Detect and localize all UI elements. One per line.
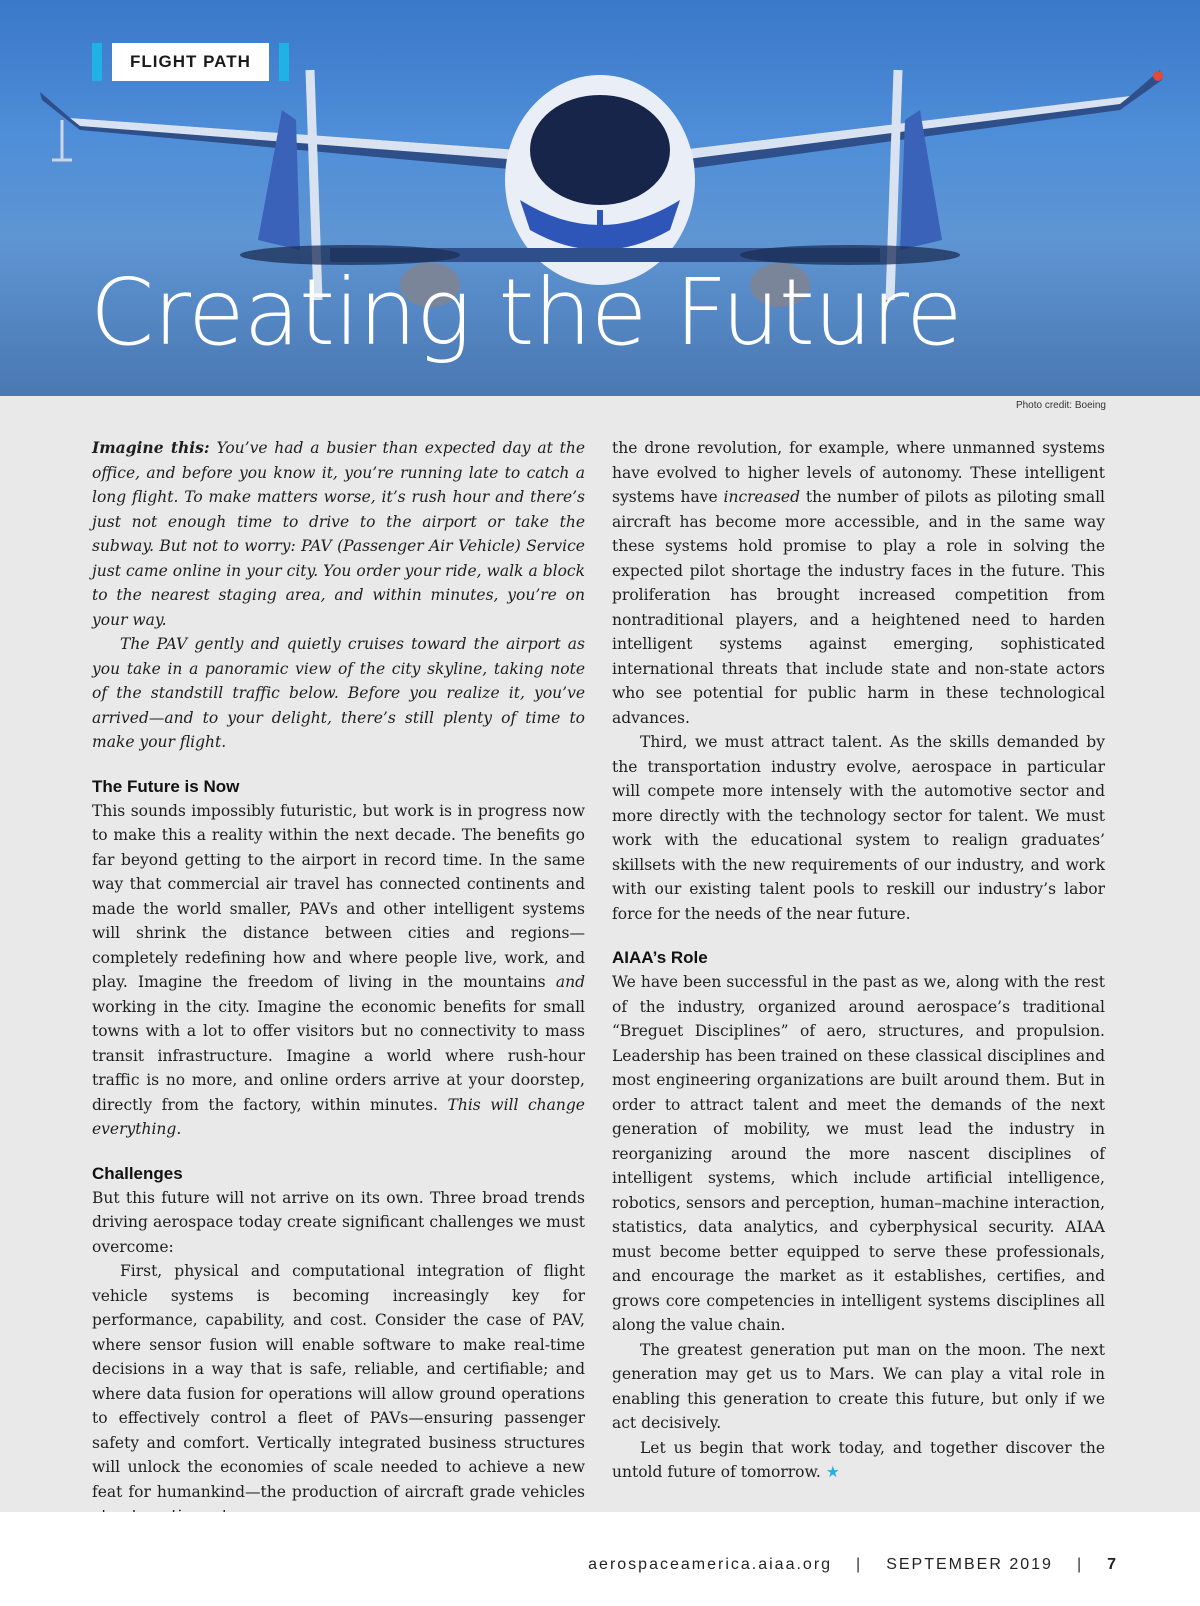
footer-separator-2: | [1076, 1556, 1084, 1573]
future-text-a: This sounds impossibly futuristic, but work is in progress now to make this a reality within the next decade. The benefits go far beyond getting to the airport in record time. In the same way that commercial air travel has connected continents and made the world smaller, PAVs and other intelligent systems will shrink the distance between cities and regions—completely redefining how and where people live, work, and play. Imagine the freedom of living in the mountains [92, 801, 585, 991]
hero-image [0, 0, 1200, 396]
intro-lead: Imagine this: [92, 438, 210, 457]
section-tag [92, 43, 289, 81]
right-text-b: the number of pilots as piloting small aircraft has become more accessible, and in the same way these systems hold promise to play a role in solving the expected pilot shortage the industry faces in the future. This proliferation has brought increased competition from nontraditional players, and a heightened need to harden intelligent systems against emerging, sophisticated international threats that include state and non-state actors who see potential for public harm in these technological advances. [612, 488, 1105, 727]
photo-credit: Photo credit: Boeing [1015, 400, 1106, 411]
right-paragraph-1 [612, 436, 1105, 730]
heading-challenges: Challenges [92, 1163, 183, 1183]
section-tag-label: FLIGHT PATH [112, 43, 269, 81]
column-left [92, 436, 585, 1602]
intro-paragraph-2: The PAV gently and quietly cruises toward the airport as you take in a panoramic view of the city skyline, taking note of the standstill traffic below. Before you realize it, you’ve arrived—and to your delight, there’s still plenty of time to make your flight. [92, 635, 585, 751]
role-text-3: Let us begin that work today, and together discover the untold future of tomorrow. [612, 1438, 1105, 1481]
footer-site-link[interactable]: aerospaceamerica.aiaa.org [588, 1556, 833, 1573]
tag-bar-left [92, 43, 102, 81]
future-italic-end: This will change everything. [92, 1095, 585, 1138]
future-paragraph [92, 799, 585, 1142]
footer-date: SEPTEMBER 2019 [886, 1556, 1053, 1573]
intro-paragraph [92, 436, 585, 632]
role-paragraph-1: We have been successful in the past as we, along with the rest of the industry, organized around aerospace’s traditional “Breguet Disciplines” of aero, structures, and propulsion. Leadership has been trained on these classical disciplines and most engineering organizations are built around them. But in order to attract talent and meet the demands of the next generation of mobility, we must lead the industry in reorganizing around the more nascent disciplines of intelligent systems, which include artificial intelligence, robotics, sensors and perception, human–machine interaction, statistics, data analytics, and cyberphysical security. AIAA must become better equipped to serve these professionals, and encourage the market as it establishes, certifies, and grows core competencies in intelligent systems disciplines all along the value chain. [612, 973, 1105, 1334]
end-star-icon: ★ [825, 1463, 840, 1481]
future-text-b: working in the city. Imagine the economic benefits for small towns with a lot to offer visitors but no connectivity to mass transit infrastructure. Imagine a world where rush-hour traffic is no more, and online orders arrive at your doorstep, directly from the factory, within minutes. [92, 997, 585, 1114]
page-number: 7 [1107, 1556, 1116, 1573]
role-paragraph-3 [612, 1436, 1105, 1485]
footer-separator: | [856, 1556, 863, 1573]
right-text-a: the drone revolution, for example, where unmanned systems have evolved to higher levels of autonomy. These intelligent systems have [612, 439, 1105, 506]
page-title: Creating the Future [90, 259, 962, 366]
article-body [0, 396, 1200, 1512]
right-paragraph-2: Third, we must attract talent. As the skills demanded by the transportation industry evolve, aerospace in particular will compete more intensely with the automotive sector and more directly with the technology sector for talent. We must work with the educational system to realign graduates’ skillsets with the new requirements of our industry, and work with our existing talent pools to reskill our industry’s labor force for the needs of the near future. [612, 733, 1105, 923]
challenges-paragraph-1: But this future will not arrive on its own. Three broad trends driving aerospace today create significant challenges we must overcome: [92, 1188, 585, 1256]
column-right [612, 436, 1105, 1533]
footer-line [588, 1556, 1116, 1574]
page-footer [0, 1512, 1200, 1606]
heading-future-is-now: The Future is Now [92, 776, 240, 796]
right-italic: increased [723, 488, 801, 506]
challenges-paragraph-2: First, physical and computational integration of flight vehicle systems is becoming increasingly key for performance, capability, and cost. Consider the case of PAV, where sensor fusion will enable software to make real-time decisions in a way that is safe, reliable, and certifiable; and where data fusion for operations will allow ground operations to effectively control a fleet of PAVs—ensuring passenger safety and comfort. Vertically integrated business structures will unlock the economies of scale needed to achieve a new feat for humankind—the production of aircraft grade vehicles [92, 1262, 585, 1501]
tag-bar-right [279, 43, 289, 81]
heading-aiaa-role: AIAA’s Role [612, 948, 708, 967]
intro-text: You’ve had a busier than expected day at the office, and before you know it, you’re running late to catch a long flight. To make matters worse, it’s rush hour and there’s just not enough time to drive to the airport or take the subway. But not to worry: PAV (Passenger Air Vehicle) Service just came online in your city. You order your ride, walk a block to the nearest staging area, and within minutes, you’re on your way. [92, 439, 586, 629]
future-and: and [555, 973, 585, 991]
role-paragraph-2: The greatest generation put man on the moon. The next generation may get us to Mars. We can play a vital role in enabling this generation to create this future, but only if we act decisively. [612, 1340, 1105, 1432]
